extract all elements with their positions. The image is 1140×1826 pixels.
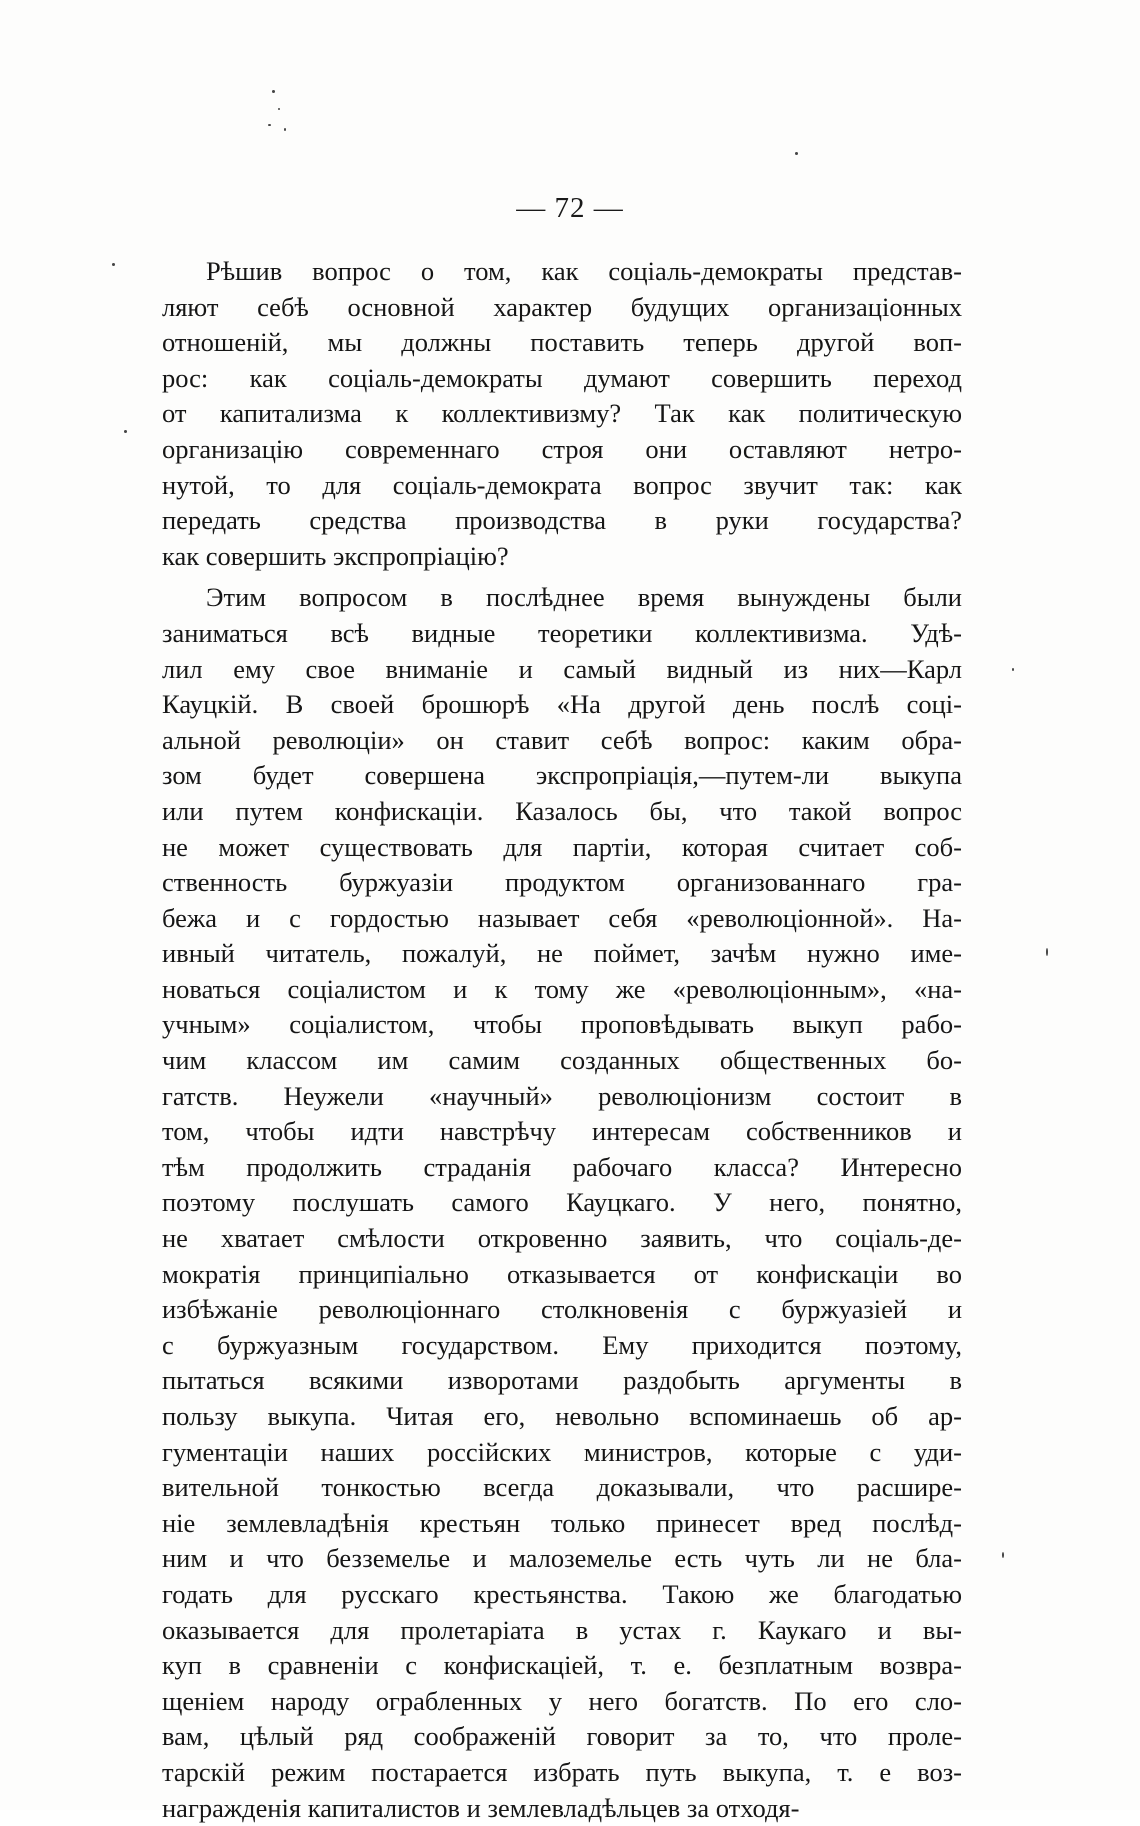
- text-line: или путем конфискаціи. Казалось бы, что такой вопрос: [162, 795, 962, 826]
- text-line: тарскій режим постарается избрать путь выкупа, т. е воз-: [162, 1756, 962, 1787]
- text-line: отношеній, мы должны поставить теперь другой воп-: [162, 327, 962, 358]
- text-line: альной революціи» он ставит себѣ вопрос: каким обра-: [162, 724, 962, 755]
- text-line: ляют себѣ основной характер будущих организаціонных: [162, 291, 962, 322]
- scan-speck: [278, 108, 280, 110]
- text-line: ственность буржуазіи продуктом организованнаго гра-: [162, 867, 962, 898]
- text-line: том, чтобы идти навстрѣчу интересам собственников и: [162, 1116, 962, 1147]
- text-line: гументаціи наших россійских министров, которые с уди-: [162, 1436, 962, 1467]
- text-line: передать средства производства в руки государства?: [162, 505, 962, 536]
- page-number: — 72 —: [516, 192, 624, 224]
- text-line: награжденія капиталистов и землевладѣльцев за отходя-: [162, 1792, 800, 1823]
- text-line: пользу выкупа. Читая его, невольно вспоминаешь об ар-: [162, 1401, 962, 1431]
- text-line: избѣжаніе революціоннаго столкновенія с буржуазіей и: [162, 1294, 962, 1325]
- text-line: заниматься всѣ видные теоретики коллективизма. Удѣ-: [162, 617, 962, 648]
- scan-speck: [124, 430, 127, 433]
- text-line: вительной тонкостью всегда доказывали, что расшире-: [162, 1472, 962, 1503]
- text-line: бежа и с гордостью называет себя «революціонной». На-: [162, 902, 962, 933]
- scan-speck: [1046, 948, 1048, 956]
- text-line: ніе землевладѣнія крестьян только принесет вред послѣд-: [162, 1507, 962, 1538]
- text-line: от капитализма к коллективизму? Так как политическую: [162, 398, 962, 429]
- text-line: чим классом им самим созданных общественных бо-: [162, 1045, 962, 1076]
- text-line: Кауцкій. В своей брошюрѣ «На другой день послѣ соці-: [162, 689, 962, 720]
- text-line: не хватает смѣлости откровенно заявить, что соціаль-де-: [162, 1223, 962, 1254]
- text-line: рос: как соціаль-демократы думают совершить переход: [162, 362, 962, 393]
- text-line: зом будет совершена экспропріація,—путем-ли выкупа: [162, 760, 962, 791]
- scan-speck: [1012, 668, 1014, 671]
- text-line: организацію современнаго строя они оставляют нетро-: [162, 433, 962, 464]
- scan-speck: [112, 263, 115, 266]
- text-line: оказывается для пролетаріата в устах г. Каукаго и вы-: [162, 1614, 962, 1645]
- text-line: ним и что безземелье и малоземелье есть чуть ли не бла-: [162, 1543, 962, 1574]
- scan-speck: [795, 152, 798, 155]
- text-line: щеніем народу ограбленных у него богатств. По его сло-: [162, 1685, 962, 1716]
- text-line: с буржуазным государством. Ему приходится поэтому,: [162, 1329, 962, 1360]
- text-line: вам, цѣлый ряд соображеній говорит за то, что проле-: [162, 1721, 962, 1752]
- text-line: куп в сравненіи с конфискаціей, т. е. безплатным возвра-: [162, 1650, 962, 1681]
- text-line: пытаться всякими изворотами раздобыть аргументы в: [162, 1365, 962, 1396]
- text-line: лил ему свое вниманіе и самый видный из них—Карл: [162, 653, 962, 684]
- text-line: новаться соціалистом и к тому же «революціонным», «на-: [162, 973, 962, 1004]
- text-line: поэтому послушать самого Кауцкаго. У него, понятно,: [162, 1187, 962, 1218]
- scan-speck: [268, 124, 271, 126]
- text-line: ивный читатель, пожалуй, не поймет, зачѣм нужно име-: [162, 938, 962, 969]
- text-line: тѣм продолжить страданія рабочаго класса? Интересно: [162, 1151, 962, 1182]
- scan-speck: [272, 90, 275, 93]
- paragraph-1: [162, 254, 962, 574]
- text-line: мократія принципіально отказывается от конфискаціи во: [162, 1258, 962, 1289]
- text-line: Этим вопросом в послѣднее время вынуждены были: [206, 582, 962, 613]
- paragraph-2: [162, 580, 962, 1826]
- scan-speck: [284, 128, 286, 131]
- text-line: гатств. Неужели «научный» революціонизм состоит в: [162, 1080, 962, 1111]
- text-line: нутой, то для соціаль-демократа вопрос звучит так: как: [162, 469, 962, 500]
- scan-speck: [1002, 1552, 1004, 1558]
- text-line: не может существовать для партіи, которая считает соб-: [162, 831, 962, 862]
- text-line: Рѣшив вопрос о том, как соціаль-демократы представ-: [206, 256, 962, 286]
- text-line: учным» соціалистом, чтобы проповѣдывать выкуп рабо-: [162, 1009, 962, 1040]
- text-line: как совершить экспропріацію?: [162, 540, 509, 571]
- body-text: [162, 254, 962, 1826]
- text-line: годать для русскаго крестьянства. Такою же благодатью: [162, 1578, 962, 1609]
